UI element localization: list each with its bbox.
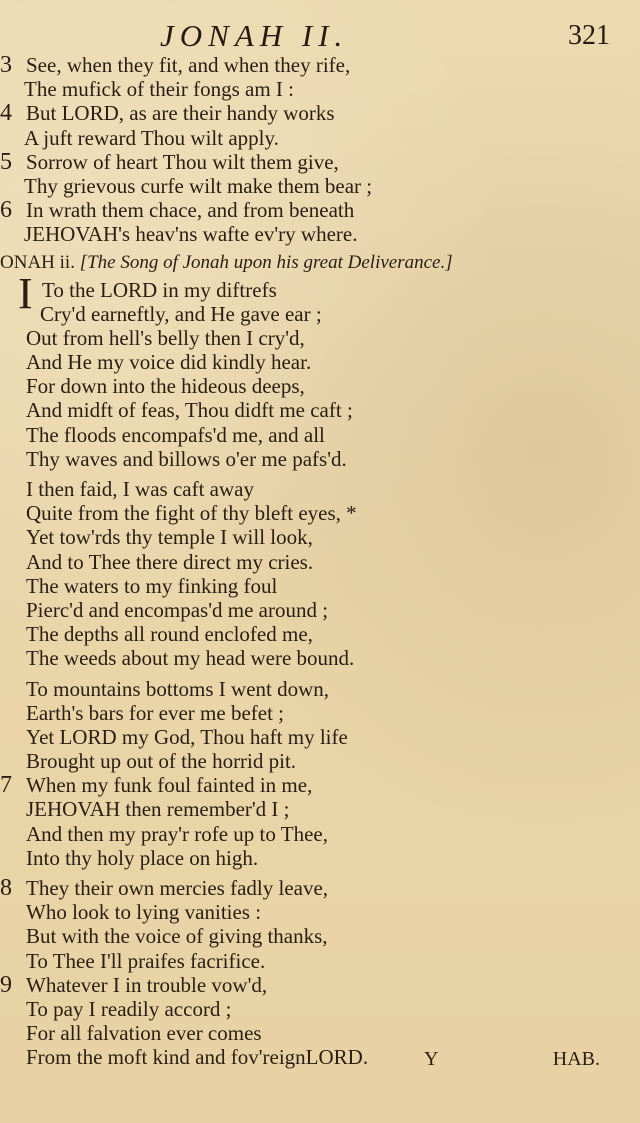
verse-line <box>0 725 610 749</box>
verse-text: JEHOVAH's heav'ns wafte ev'ry where. <box>24 222 358 247</box>
verse-line <box>0 1045 610 1069</box>
verse-text: But with the voice of giving thanks, <box>26 924 328 949</box>
verse-text: The weeds about my head were bound. <box>26 646 355 671</box>
verse-text: Yet LORD my God, Thou haft my life <box>26 724 348 749</box>
verse-text: From the moft kind and fov'reignLORD. <box>26 1045 369 1070</box>
verse-text: Sorrow of heart Thou wilt them give, <box>26 149 339 174</box>
section-title: [The Song of Jonah upon his great Deliverance.] <box>79 251 453 273</box>
verse-line <box>0 773 610 797</box>
verse-line <box>0 222 610 246</box>
verse-line <box>0 997 610 1021</box>
verse-text: A juft reward Thou wilt apply. <box>24 125 279 150</box>
page-content <box>0 53 610 1070</box>
verse-text: Into thy holy place on high. <box>26 845 259 870</box>
verse-text: Cry'd earneftly, and He gave ear ; <box>40 301 322 326</box>
verse-text: Brought up out of the horrid pit. <box>26 749 297 774</box>
verse-text: For all falvation ever comes <box>26 1021 262 1046</box>
verse-line <box>0 126 610 150</box>
verse-text: See, when they fit, and when they rife, <box>26 53 351 77</box>
verse-line <box>0 924 610 948</box>
verse-text: JEHOVAH then remember'd I ; <box>26 797 290 822</box>
verse-line <box>0 797 610 821</box>
verse-line <box>0 677 610 701</box>
verse-line <box>0 900 610 924</box>
verse-number: 4 <box>0 100 12 127</box>
verse-line <box>0 876 610 900</box>
verse-line <box>0 198 610 222</box>
verse-line <box>0 550 610 574</box>
verse-number: 3 <box>0 52 12 78</box>
page-number: 321 <box>568 20 610 51</box>
verse-text: Whatever I in trouble vow'd, <box>26 972 268 997</box>
verse-line <box>0 423 610 447</box>
verse-line <box>0 822 610 846</box>
verse-text: Who look to lying vanities : <box>26 900 262 925</box>
verse-line <box>0 101 610 125</box>
verse-line <box>0 150 610 174</box>
verse-number: 6 <box>0 197 12 224</box>
stanza <box>0 677 610 871</box>
verse-line <box>0 646 610 670</box>
verse-line <box>0 949 610 973</box>
signature-mark: Y <box>424 1048 439 1070</box>
verse-text: I then faid, I was caft away <box>26 477 254 501</box>
verse-text: To pay I readily accord ; <box>26 996 232 1021</box>
verse-line <box>0 622 610 646</box>
catchword: HAB. <box>552 1048 600 1070</box>
verse-line <box>0 846 610 870</box>
drop-cap: I <box>18 268 33 318</box>
verse-line <box>0 749 610 773</box>
verse-text: In wrath them chace, and from beneath <box>26 198 355 223</box>
verse-text: The floods encompafs'd me, and all <box>26 422 325 447</box>
verse-number: 5 <box>0 148 12 175</box>
verse-line <box>0 77 610 101</box>
verse-line <box>0 477 610 501</box>
verse-text: Earth's bars for ever me befet ; <box>26 700 284 725</box>
verse-text: But LORD, as are their handy works <box>26 101 335 126</box>
verse-number: 7 <box>0 772 12 799</box>
verse-text: Yet tow'rds thy temple I will look, <box>26 525 313 550</box>
page-header <box>0 18 640 54</box>
verse-line <box>0 53 610 77</box>
prev-stanza <box>0 53 610 247</box>
section-label: ONAH ii. <box>0 251 75 273</box>
verse-line <box>0 501 610 525</box>
verse-line <box>0 973 610 997</box>
verse-text: Thy waves and billows o'er me pafs'd. <box>26 446 347 471</box>
verse-text: The mufick of their fongs am I : <box>24 77 295 102</box>
verse-number: 8 <box>0 875 12 901</box>
verse-line <box>0 574 610 598</box>
section-heading <box>0 247 610 278</box>
verse-line <box>0 374 610 398</box>
verse-line <box>0 326 610 350</box>
stanza <box>0 477 610 671</box>
verse-line <box>0 701 610 725</box>
verse-text: And to Thee there direct my cries. <box>26 549 314 574</box>
verse-text: To the LORD in my diftrefs <box>42 277 277 302</box>
verse-text: The waters to my finking foul <box>26 573 278 598</box>
verse-text: Thy grievous curfe wilt make them bear ; <box>24 173 373 198</box>
verse-text: And He my voice did kindly hear. <box>26 350 312 375</box>
verse-text: And then my pray'r rofe up to Thee, <box>26 821 328 846</box>
verse-text: Out from hell's belly then I cry'd, <box>26 325 305 350</box>
verse-line <box>0 598 610 622</box>
verse-text: To mountains bottoms I went down, <box>26 676 330 701</box>
verse-line <box>0 302 610 326</box>
verse-number: 9 <box>0 971 12 998</box>
verse-line <box>0 350 610 374</box>
running-title: JONAH II. <box>160 18 349 53</box>
stanza <box>0 268 610 472</box>
verse-line <box>0 174 610 198</box>
verse-text: And midft of feas, Thou didft me caft ; <box>26 398 353 423</box>
verse-line <box>0 1021 610 1045</box>
verse-text: When my funk foul fainted in me, <box>26 773 313 798</box>
verse-text: For down into the hideous deeps, <box>26 374 305 399</box>
stanza <box>0 876 610 1070</box>
verse-line <box>0 525 610 549</box>
verse-text: The depths all round enclofed me, <box>26 622 313 647</box>
verse-text: Pierc'd and encompas'd me around ; <box>26 597 329 622</box>
verse-text: Quite from the fight of thy bleft eyes, * <box>26 501 357 526</box>
verse-line <box>0 447 610 471</box>
verse-text: They their own mercies fadly leave, <box>26 876 329 900</box>
verse-text: To Thee I'll praifes facrifice. <box>26 948 266 973</box>
verse-line <box>0 398 610 422</box>
